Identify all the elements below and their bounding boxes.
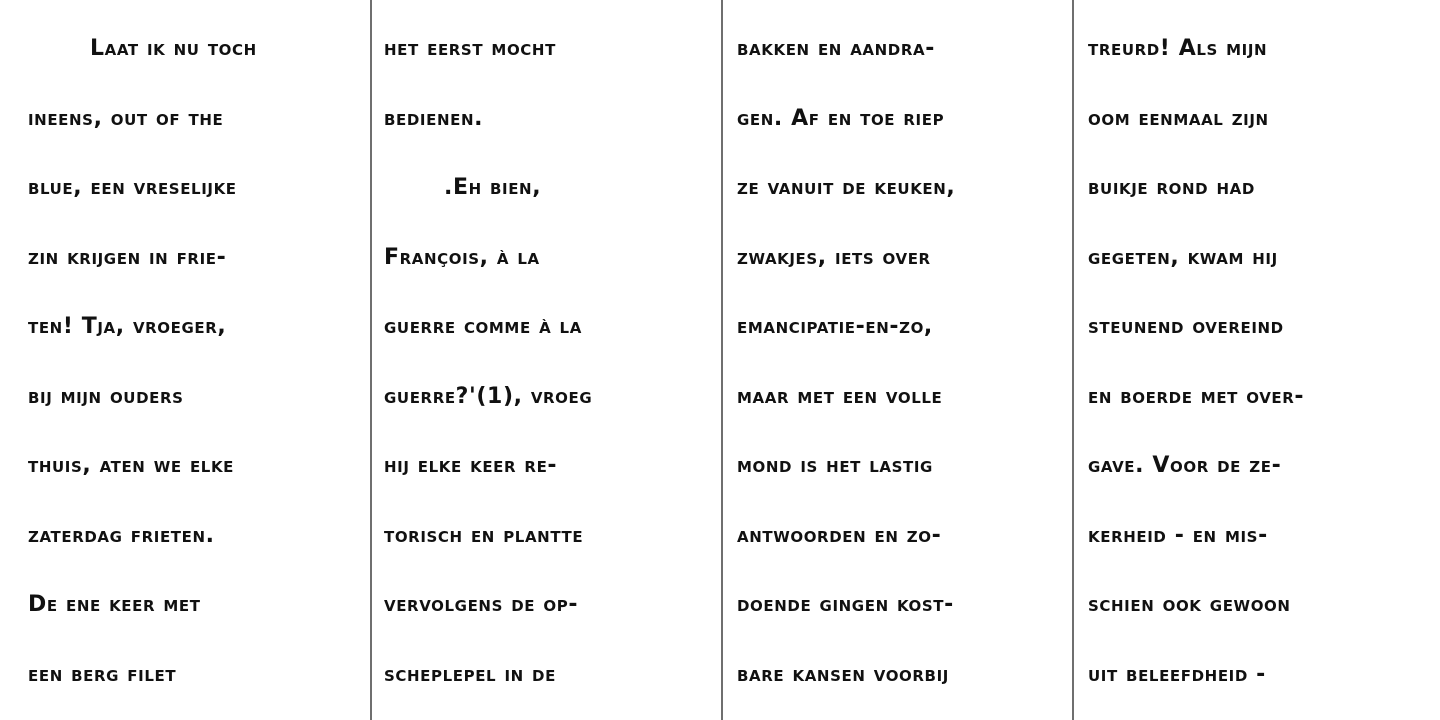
- text-line: hij elke keer re-: [384, 453, 558, 478]
- text-line: mond is het lastig: [737, 453, 933, 478]
- text-line: vervolgens de op-: [384, 592, 579, 617]
- text-line: De ene keer met: [28, 592, 201, 617]
- text-line: zin krijgen in frie-: [28, 244, 227, 270]
- text-line: een berg filet: [28, 661, 177, 687]
- text-line: ze vanuit de keuken,: [737, 175, 956, 200]
- text-column-2: [370, 0, 721, 720]
- text-line: uit beleefdheid -: [1088, 661, 1266, 687]
- text-line: het eerst mocht: [384, 36, 556, 61]
- text-line: kerheid - en mis-: [1088, 522, 1268, 548]
- text-line: maar met een volle: [737, 383, 943, 409]
- text-line: thuis, aten we elke: [28, 453, 235, 478]
- text-line: ten! Tja, vroeger,: [28, 314, 227, 339]
- text-line: antwoorden en zo-: [737, 522, 942, 548]
- text-line: blue, een vreselijke: [28, 175, 237, 200]
- text-line: emancipatie-en-zo,: [737, 314, 933, 339]
- text-column-4: [1072, 0, 1440, 720]
- text-line: François, à la: [384, 244, 540, 270]
- text-line: guerre?'(1), vroeg: [384, 383, 593, 409]
- text-line: steunend overeind: [1088, 314, 1284, 339]
- text-line: gegeten, kwam hij: [1088, 244, 1278, 270]
- text-line: Laat ik nu toch: [90, 36, 257, 61]
- text-line: schien ook gewoon: [1088, 592, 1291, 617]
- text-line: buikje rond had: [1088, 175, 1255, 200]
- text-line: .Eh bien,: [444, 175, 542, 200]
- text-line: bakken en aandra-: [737, 36, 935, 61]
- text-line: treurd! Als mijn: [1088, 36, 1268, 61]
- text-line: oom eenmaal zijn: [1088, 105, 1269, 131]
- text-line: bare kansen voorbij: [737, 661, 949, 687]
- text-line: en boerde met over-: [1088, 383, 1305, 409]
- text-line: zwakjes, iets over: [737, 244, 931, 270]
- text-line: doende gingen kost-: [737, 592, 954, 617]
- text-line: scheplepel in de: [384, 661, 556, 687]
- text-line: torisch en plantte: [384, 522, 584, 548]
- text-line: ineens, out of the: [28, 105, 224, 131]
- text-line: bedienen.: [384, 105, 484, 131]
- text-line: gen. Af en toe riep: [737, 105, 945, 131]
- text-line: bij mijn ouders: [28, 383, 184, 409]
- text-column-3: [721, 0, 1072, 720]
- text-line: zaterdag frieten.: [28, 522, 215, 548]
- text-line: gave. Voor de ze-: [1088, 453, 1282, 478]
- text-line: guerre comme à la: [384, 314, 582, 339]
- text-column-1: [0, 0, 370, 720]
